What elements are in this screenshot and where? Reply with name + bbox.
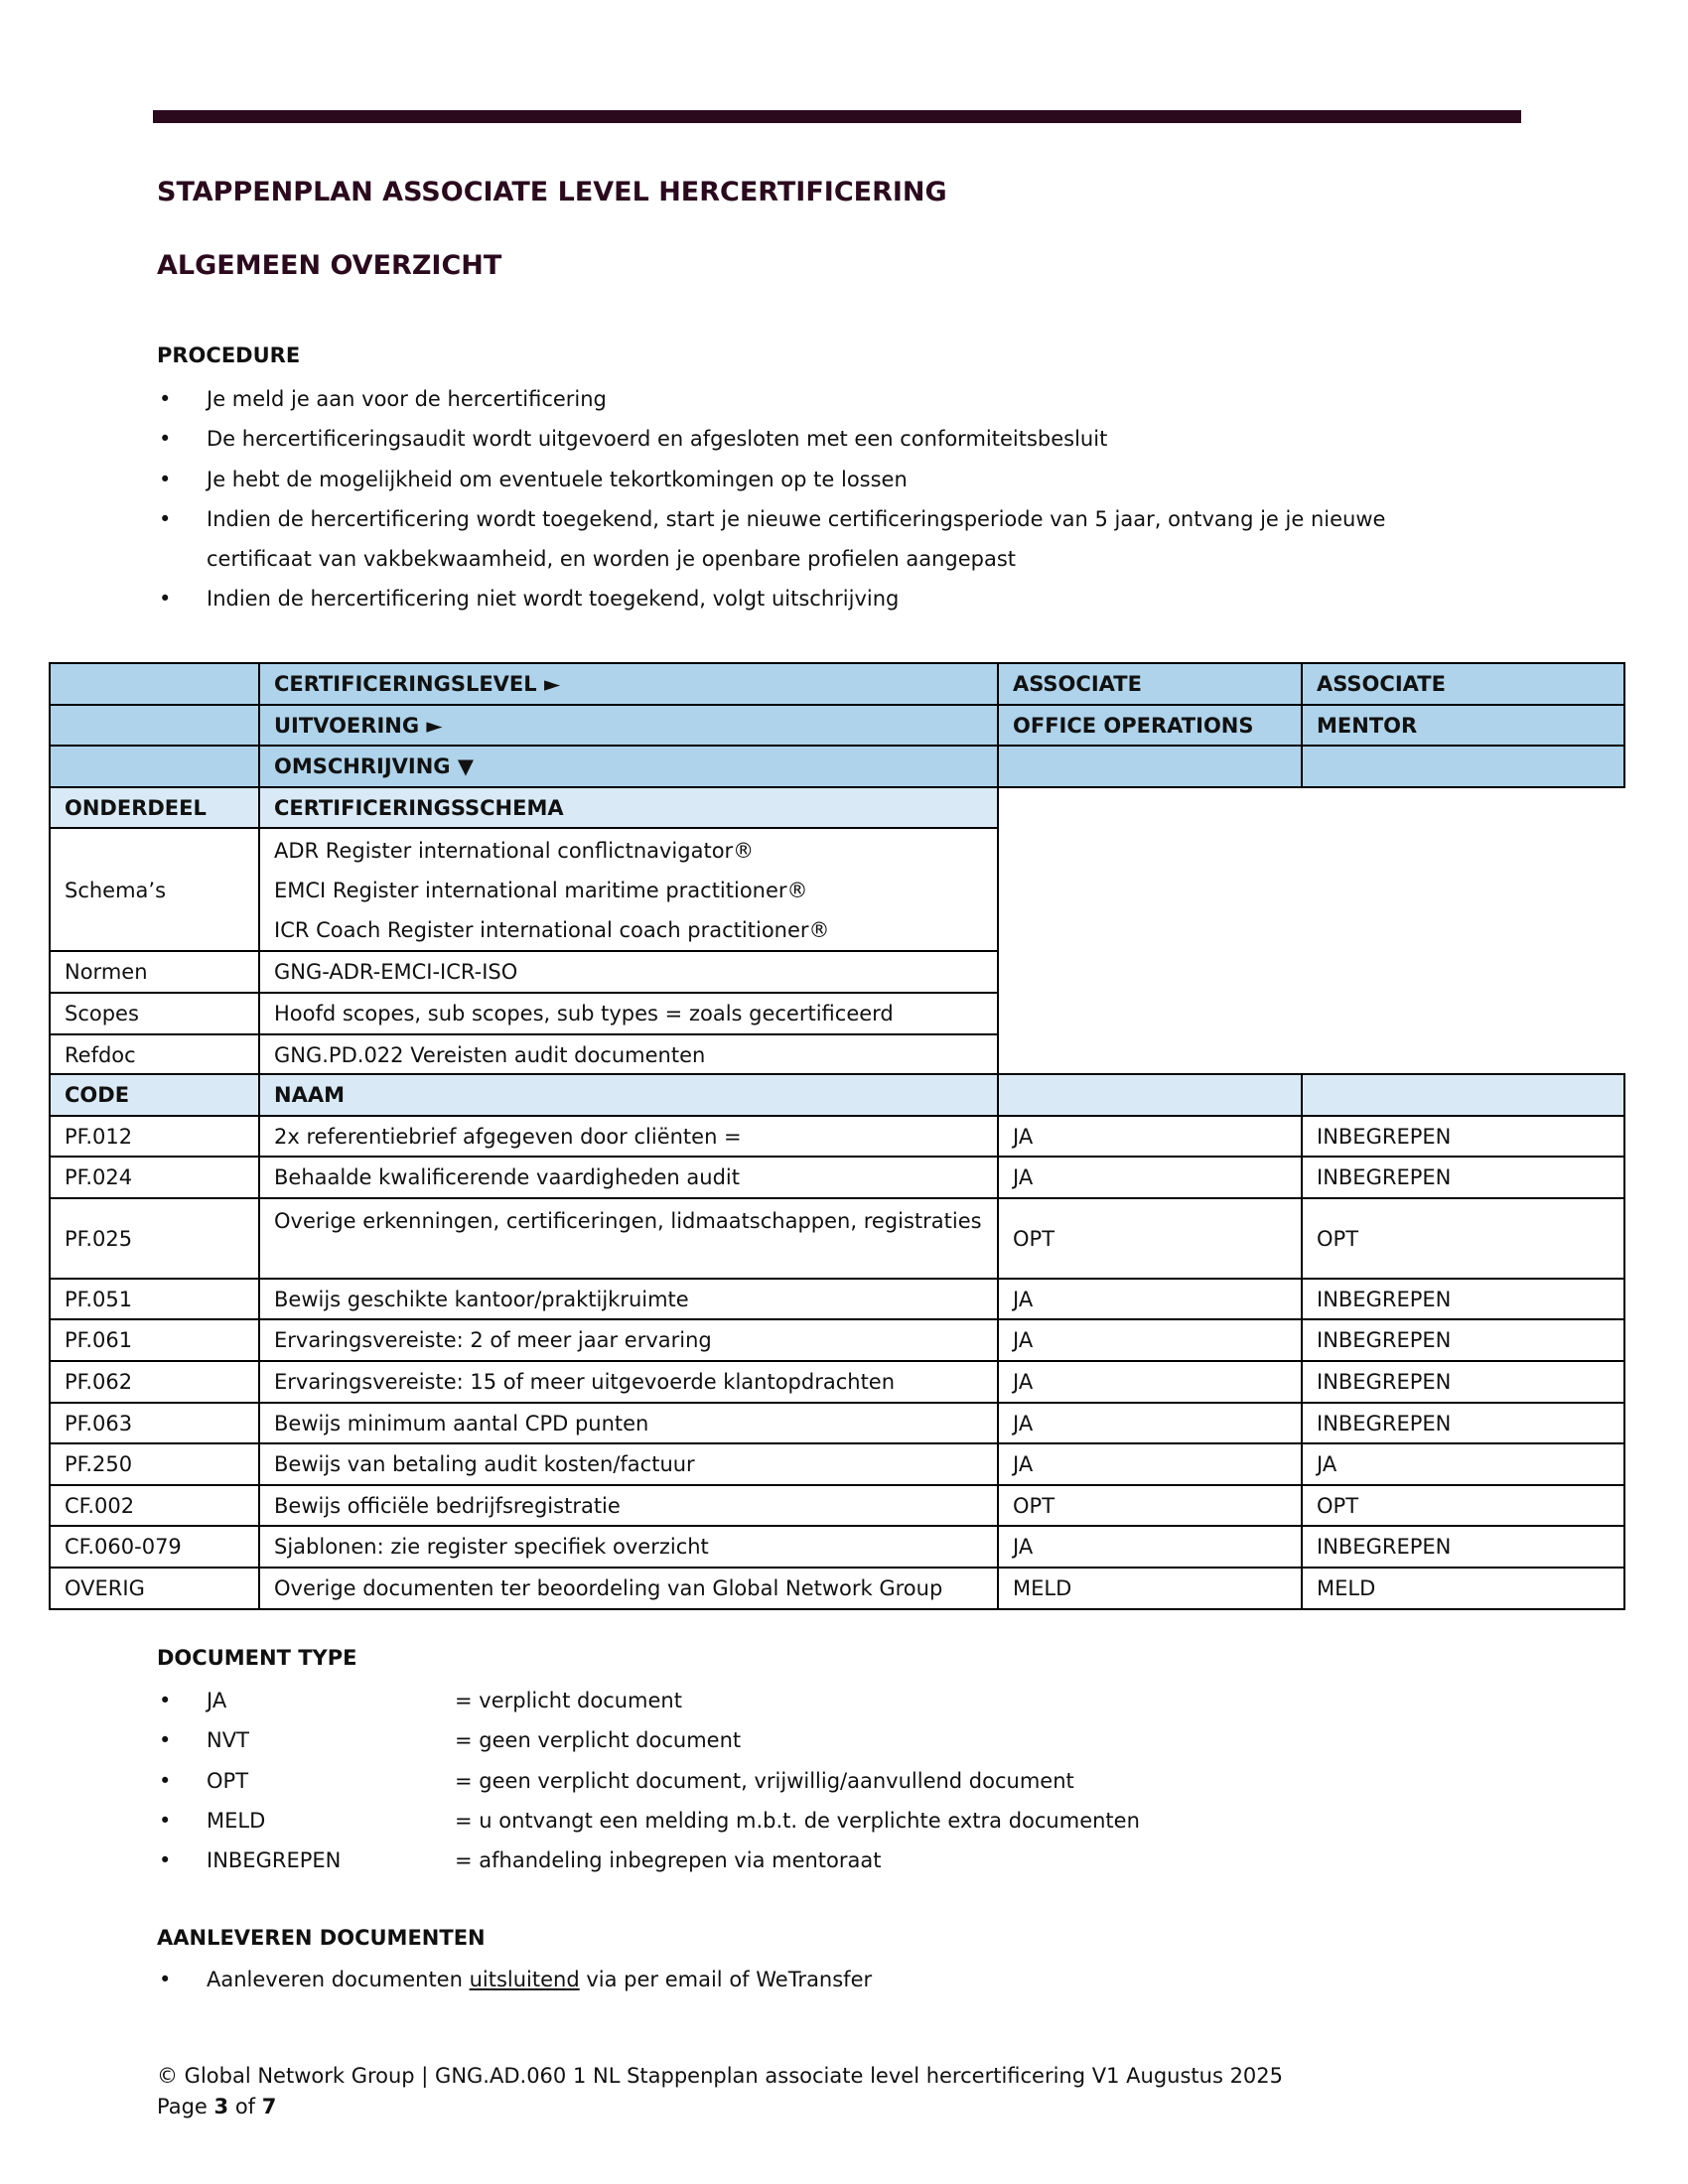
code-cell: PF.012: [50, 1116, 259, 1158]
mentor-cell: INBEGREPEN: [1302, 1361, 1624, 1403]
mentor-cell: INBEGREPEN: [1302, 1116, 1624, 1158]
office-operations-cell: JA: [998, 1157, 1302, 1198]
table-row: [50, 663, 1624, 705]
list-item: • MELD = u ontvangt een melding m.b.t. de verplichte extra documenten: [157, 1801, 1448, 1841]
code-cell: PF.250: [50, 1443, 259, 1485]
mentor-cell: INBEGREPEN: [1302, 1403, 1624, 1444]
name-cell: Ervaringsvereiste: 15 of meer uitgevoerde klantopdrachten: [259, 1361, 998, 1403]
code-cell: CF.002: [50, 1485, 259, 1527]
table-row: [50, 1361, 1624, 1403]
omschrijving-label: OMSCHRIJVING ▼: [259, 746, 998, 787]
schema-item: EMCI Register international maritime practitioner®: [274, 879, 808, 903]
row-value: Hoofd scopes, sub scopes, sub types = zoals gecertificeerd: [259, 993, 998, 1034]
requirements-table: [49, 662, 1625, 1076]
office-operations-cell: JA: [998, 1116, 1302, 1158]
name-cell: Sjablonen: zie register specifiek overzicht: [259, 1526, 998, 1568]
table-row: [50, 1403, 1624, 1444]
code-cell: PF.061: [50, 1319, 259, 1361]
mentor-cell: OPT: [1302, 1198, 1624, 1279]
table-row: [50, 746, 1624, 787]
list-item: • Indien de hercertificering wordt toegekend, start je nieuwe certificeringsperiode van 5 jaar, ontvang je je nieuwe certificaat van vakbekwaamheid, en worden je openbare profielen aangepast: [157, 499, 1487, 580]
table-row: [50, 787, 1624, 829]
code-cell: PF.062: [50, 1361, 259, 1403]
column-header: CODE: [50, 1074, 259, 1116]
name-cell: 2x referentiebrief afgegeven door cliënten =: [259, 1116, 998, 1158]
mentor-cell: INBEGREPEN: [1302, 1157, 1624, 1198]
table-row: [50, 1568, 1624, 1609]
table-row: [50, 1443, 1624, 1485]
row-label: Refdoc: [50, 1034, 259, 1076]
table-row: [50, 1526, 1624, 1568]
name-cell: Behaalde kwalificerende vaardigheden audit: [259, 1157, 998, 1198]
name-cell: Bewijs geschikte kantoor/praktijkruimte: [259, 1279, 998, 1320]
mentor-cell: INBEGREPEN: [1302, 1526, 1624, 1568]
mentor-cell: INBEGREPEN: [1302, 1319, 1624, 1361]
page-number: Page 3 of 7: [157, 2095, 277, 2118]
name-cell: Ervaringsvereiste: 2 of meer jaar ervaring: [259, 1319, 998, 1361]
office-operations-cell: MELD: [998, 1568, 1302, 1609]
office-operations-cell: OPT: [998, 1485, 1302, 1527]
office-operations-cell: JA: [998, 1526, 1302, 1568]
list-item: • Indien de hercertificering niet wordt toegekend, volgt uitschrijving: [157, 579, 1487, 618]
code-cell: PF.063: [50, 1403, 259, 1444]
table-row: [50, 1485, 1624, 1527]
level-col: ASSOCIATE: [998, 663, 1302, 705]
office-operations-cell: JA: [998, 1319, 1302, 1361]
table-row: [50, 1279, 1624, 1320]
schema-item: ICR Coach Register international coach practitioner®: [274, 918, 830, 943]
row-label: Normen: [50, 951, 259, 993]
office-operations-cell: OPT: [998, 1198, 1302, 1279]
uitvoering-label: UITVOERING ►: [259, 705, 998, 747]
code-cell: OVERIG: [50, 1568, 259, 1609]
table-row: [50, 1198, 1624, 1279]
office-operations-cell: JA: [998, 1279, 1302, 1320]
header-rule: [153, 110, 1521, 123]
code-cell: PF.025: [50, 1198, 259, 1279]
code-cell: PF.051: [50, 1279, 259, 1320]
list-item: • Je meld je aan voor de hercertificering: [157, 379, 1487, 419]
aanleveren-heading: AANLEVEREN DOCUMENTEN: [157, 1926, 486, 1950]
mentor-cell: INBEGREPEN: [1302, 1279, 1624, 1320]
name-cell: Bewijs officiële bedrijfsregistratie: [259, 1485, 998, 1527]
mentor-cell: MELD: [1302, 1568, 1624, 1609]
schema-item: ADR Register international conflictnavigator®: [274, 839, 755, 864]
footer-copyright: © Global Network Group | GNG.AD.060 1 NL Stappenplan associate level hercertificering V1 Augustus 2025: [157, 2064, 1284, 2088]
column-header: CERTIFICERINGSSCHEMA: [259, 787, 998, 829]
aanleveren-list: [157, 1960, 1448, 1999]
table-row: [50, 1157, 1624, 1198]
level-label: CERTIFICERINGSLEVEL ►: [259, 663, 998, 705]
list-item: • INBEGREPEN = afhandeling inbegrepen via mentoraat: [157, 1841, 1448, 1880]
doctype-heading: DOCUMENT TYPE: [157, 1646, 357, 1670]
mentor-cell: OPT: [1302, 1485, 1624, 1527]
code-cell: CF.060-079: [50, 1526, 259, 1568]
procedure-heading: PROCEDURE: [157, 343, 301, 367]
list-item: • OPT = geen verplicht document, vrijwillig/aanvullend document: [157, 1761, 1448, 1801]
column-header: NAAM: [259, 1074, 998, 1116]
list-item: • NVT = geen verplicht document: [157, 1720, 1448, 1760]
column-header: ONDERDEEL: [50, 787, 259, 829]
uitvoering-col: MENTOR: [1302, 705, 1624, 747]
list-item: • Aanleveren documenten uitsluitend via per email of WeTransfer: [157, 1960, 1448, 1999]
office-operations-cell: JA: [998, 1403, 1302, 1444]
code-cell: PF.024: [50, 1157, 259, 1198]
row-value: GNG-ADR-EMCI-ICR-ISO: [259, 951, 998, 993]
row-label: Scopes: [50, 993, 259, 1034]
row-value: GNG.PD.022 Vereisten audit documenten: [259, 1034, 998, 1076]
codes-table: [49, 1073, 1625, 1610]
name-cell: Bewijs minimum aantal CPD punten: [259, 1403, 998, 1444]
table-row: [50, 705, 1624, 747]
uitvoering-col: OFFICE OPERATIONS: [998, 705, 1302, 747]
section-title: ALGEMEEN OVERZICHT: [157, 250, 502, 281]
table-row: [50, 1074, 1624, 1116]
mentor-cell: JA: [1302, 1443, 1624, 1485]
office-operations-cell: JA: [998, 1361, 1302, 1403]
list-item: • De hercertificeringsaudit wordt uitgevoerd en afgesloten met een conformiteitsbesluit: [157, 419, 1487, 459]
row-label: Schema’s: [50, 828, 259, 951]
table-row: [50, 1319, 1624, 1361]
procedure-list: [157, 379, 1487, 619]
level-col: ASSOCIATE: [1302, 663, 1624, 705]
name-cell: Overige documenten ter beoordeling van Global Network Group: [259, 1568, 998, 1609]
doctype-list: [157, 1681, 1448, 1880]
name-cell: Overige erkenningen, certificeringen, lidmaatschappen, registraties: [259, 1198, 998, 1279]
list-item: • Je hebt de mogelijkheid om eventuele tekortkomingen op te lossen: [157, 460, 1487, 499]
schema-list: [259, 828, 998, 951]
page-title: STAPPENPLAN ASSOCIATE LEVEL HERCERTIFICERING: [157, 177, 947, 207]
office-operations-cell: JA: [998, 1443, 1302, 1485]
list-item: • JA = verplicht document: [157, 1681, 1448, 1720]
table-row: [50, 1116, 1624, 1158]
name-cell: Bewijs van betaling audit kosten/factuur: [259, 1443, 998, 1485]
footer: [157, 2061, 1283, 2122]
